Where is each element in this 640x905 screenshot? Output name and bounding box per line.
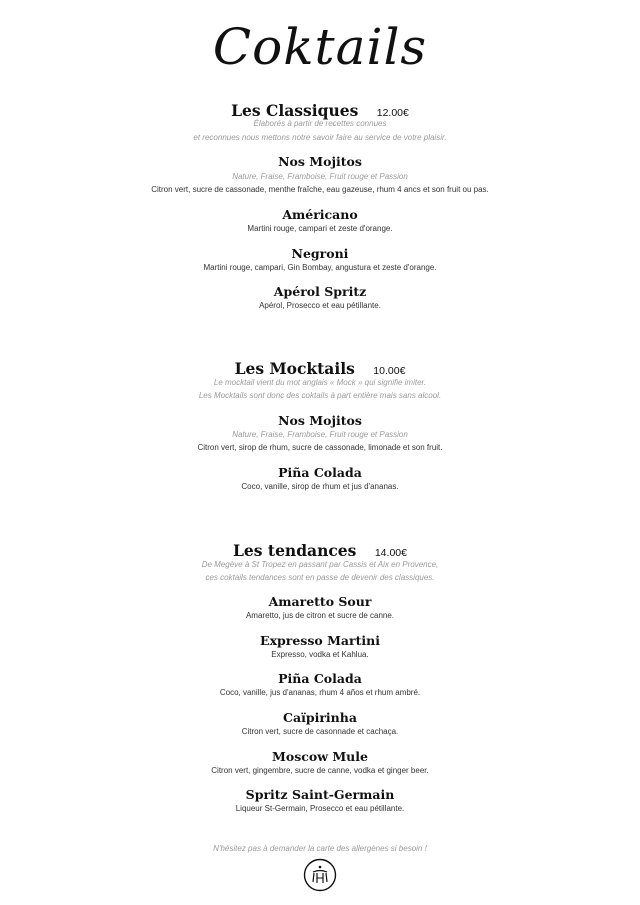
item-description: Coco, vanille, sirop de rhum et jus d'ananas. (241, 482, 399, 491)
section-price: 14.00€ (374, 547, 407, 559)
section-name: Les tendances (233, 541, 357, 560)
item-name: Spritz Saint-Germain (245, 787, 395, 802)
item-name: Amaretto Sour (268, 594, 372, 609)
section-intro-line: Le mocktail vient du mot anglais « Mock » qui signifie imiter. (213, 378, 427, 387)
section-intro-line: ces coktails tendances sont en passe de devenir des classiques. (205, 573, 435, 582)
item-description: Martini rouge, campari, Gin Bombay, angustura et zeste d'orange. (203, 263, 437, 272)
section-intro-line: De Megève à St Tropez en passant par Cassis et Aix en Provence, (201, 560, 439, 569)
section-intro-line: et reconnues nous mettons notre savoir faire au service de votre plaisir. (193, 133, 447, 142)
item-description: Apérol, Prosecco et eau pétillante. (259, 301, 381, 310)
item-description: Citron vert, sucre de cassonade, menthe fraîche, eau gazeuse, rhum 4 ancs et son fruit ou pas. (151, 185, 489, 194)
restaurant-logo-icon (303, 858, 337, 892)
section-intro-line: Élaborés à partir de recettes connues (253, 119, 387, 128)
item-description: Amaretto, jus de citron et sucre de canne. (245, 611, 395, 620)
item-description: Liqueur St-Germain, Prosecco et eau pétillante. (235, 804, 405, 813)
item-subtitle: Nature, Fraise, Framboise, Fruit rouge et Passion (232, 172, 408, 181)
section-price: 12.00€ (376, 107, 409, 119)
item-name: Apérol Spritz (273, 284, 367, 299)
section-intro-line: Les Mocktails sont donc des coktails à part entière mais sans alcool. (198, 391, 442, 400)
item-name: Nos Mojitos (278, 413, 362, 428)
item-name: Moscow Mule (272, 749, 368, 764)
item-name: Américano (282, 207, 358, 222)
section-header-mocktails (0, 359, 640, 379)
section-header-tendances (0, 541, 640, 561)
item-name: Piña Colada (278, 465, 362, 480)
section-name: Les Classiques (231, 101, 359, 120)
item-description: Martini rouge, campari et zeste d'orange. (247, 224, 393, 233)
item-description: Expresso, vodka et Kahlua. (271, 650, 369, 659)
item-description: Citron vert, gingembre, sucre de canne, vodka et ginger beer. (211, 766, 429, 775)
item-description: Citron vert, sirop de rhum, sucre de cassonade, limonade et son fruit. (197, 443, 443, 452)
item-description: Citron vert, sucre de casonnade et cachaça. (241, 727, 399, 736)
section-name: Les Mocktails (234, 359, 355, 378)
section-price: 10.00€ (373, 365, 406, 377)
item-name: Negroni (291, 246, 349, 261)
item-name: Expresso Martini (260, 633, 380, 648)
item-name: Piña Colada (278, 671, 362, 686)
item-subtitle: Nature, Fraise, Framboise, Fruit rouge et Passion (232, 430, 408, 439)
menu-title: Coktails (212, 18, 428, 76)
item-name: Nos Mojitos (278, 154, 362, 169)
item-description: Coco, vanille, jus d'ananas, rhum 4 años et rhum ambré. (219, 688, 421, 697)
item-name: Caïpirinha (283, 710, 357, 725)
allergen-footer-note: N'hésitez pas à demander la carte des allergènes si besoin ! (213, 844, 427, 853)
